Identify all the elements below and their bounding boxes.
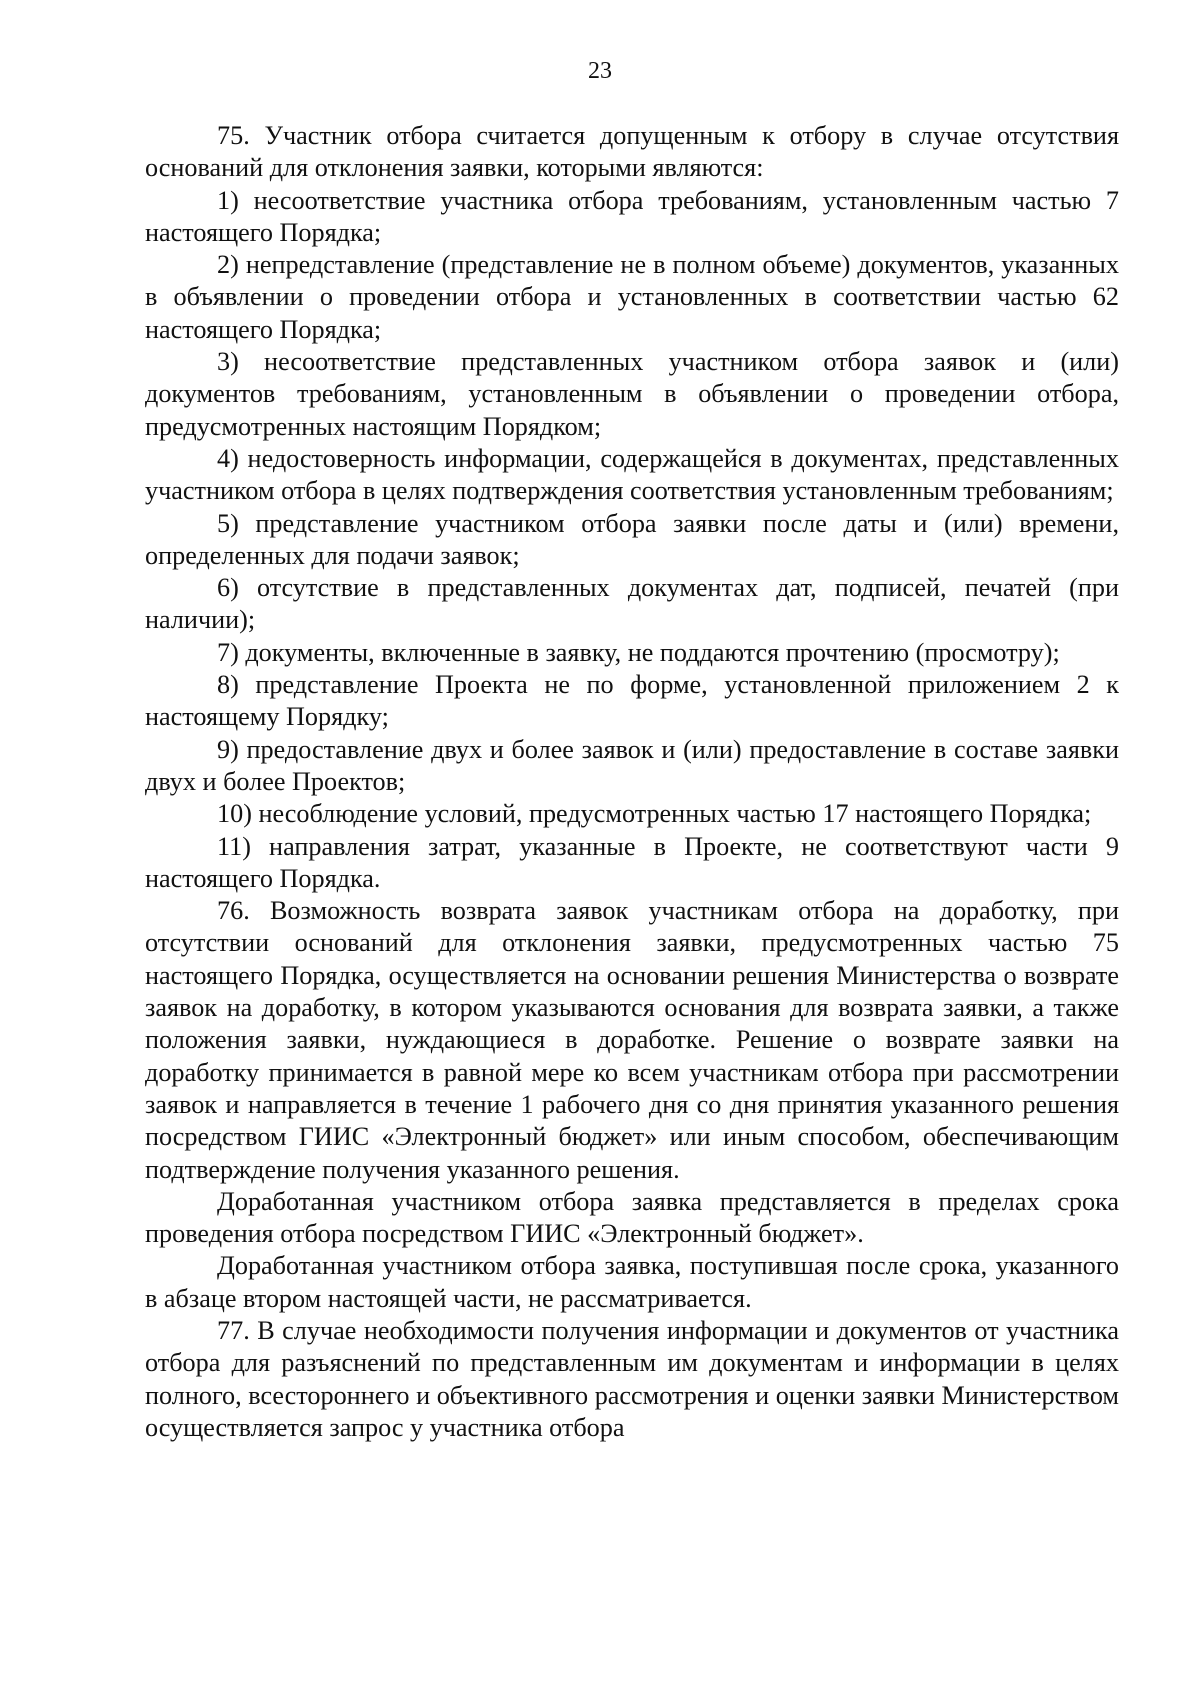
list-item-7: 7) документы, включенные в заявку, не поддаются прочтению (просмотру);	[217, 637, 1060, 667]
paragraph-76-part-2: Доработанная участником отбора заявка представляется в пределах срока проведения отбора посредством ГИИС «Электронный бюджет».	[145, 1186, 1119, 1249]
list-item-1: 1) несоответствие участника отбора требованиям, установленным частью 7 настоящего Порядка;	[145, 185, 1119, 247]
list-item-9: 9) предоставление двух и более заявок и (или) предоставление в составе заявки двух и более Проектов;	[145, 734, 1119, 796]
paragraph-76: 76. Возможность возврата заявок участникам отбора на доработку, при отсутствии оснований для отклонения заявки, предусмотренных частью 75 настоящего Порядка, осуществляется на основании решения Министерства о возврате заявок на доработку, в котором указываются основания для возврата заявки, а также положения заявки, нуждающиеся в доработке. Решение о возврате заявки на доработку принимается в равной мере ко всем участникам отбора при рассмотрении заявок и направляется в течение 1 рабочего дня со дня принятия указанного решения посредством ГИИС «Электронный бюджет» или иным способом, обеспечивающим подтверждение получения указанного решения.	[145, 896, 1119, 1184]
paragraph-75: 75. Участник отбора считается допущенным к отбору в случае отсутствия оснований для отклонения заявки, которыми являются:	[145, 121, 1119, 183]
list-item-2: 2) непредставление (представление не в полном объеме) документов, указанных в объявлении о проведении отбора и установленных в соответствии частью 62 настоящего Порядка;	[145, 250, 1119, 344]
list-item-3: 3) несоответствие представленных участником отбора заявок и (или) документов требованиям, установленным в объявлении о проведении отбора, предусмотренных настоящим Порядком;	[145, 347, 1119, 441]
paragraph-76-part-3: Доработанная участником отбора заявка, поступившая после срока, указанного в абзаце втором настоящей части, не рассматривается.	[145, 1251, 1119, 1313]
list-item-10: 10) несоблюдение условий, предусмотренных частью 17 настоящего Порядка;	[217, 799, 1092, 829]
list-item-8: 8) представление Проекта не по форме, установленной приложением 2 к настоящему Порядку;	[145, 670, 1119, 732]
list-item-5: 5) представление участником отбора заявки после даты и (или) времени, определенных для подачи заявок;	[145, 508, 1119, 570]
list-item-4: 4) недостоверность информации, содержащейся в документах, представленных участником отбора в целях подтверждения соответствия установленным требованиям;	[145, 443, 1119, 506]
page-number: 23	[588, 58, 612, 84]
list-item-11: 11) направления затрат, указанные в Проекте, не соответствуют части 9 настоящего Порядка.	[145, 831, 1119, 893]
document-body	[145, 120, 1119, 1444]
paragraph-77: 77. В случае необходимости получения информации и документов от участника отбора для разъяснений по представленным им документам и информации в целях полного, всестороннего и объективного рассмотрения и оценки заявки Министерством осуществляется запрос у участника отбора	[145, 1315, 1119, 1442]
list-item-6: 6) отсутствие в представленных документах дат, подписей, печатей (при наличии);	[145, 573, 1119, 635]
